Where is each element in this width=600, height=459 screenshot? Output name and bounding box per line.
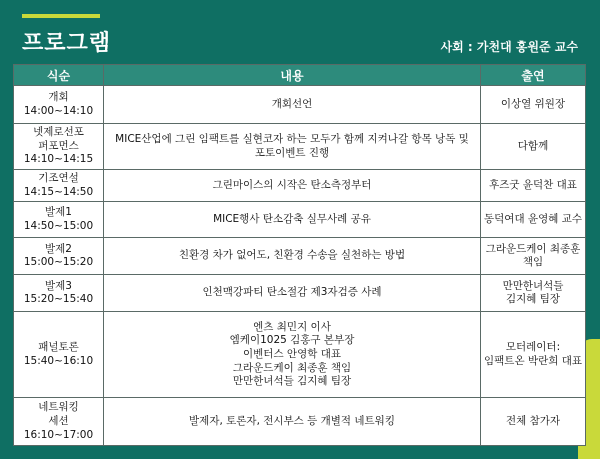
column-header-order: 식순 <box>14 65 104 86</box>
order-cell <box>14 124 104 170</box>
order-line: 발제1 <box>45 206 72 219</box>
order-line: 패널토론 <box>38 341 79 354</box>
order-cell <box>14 202 104 238</box>
content-line: 친환경 차가 없어도, 친환경 수송을 실천하는 방법 <box>178 249 406 262</box>
table-row <box>14 202 586 238</box>
cast-cell <box>481 238 586 275</box>
cast-line: 후즈굿 윤덕찬 대표 <box>489 178 577 191</box>
column-header-content: 내용 <box>104 65 481 86</box>
cast-line: 동덕여대 윤영혜 교수 <box>484 212 582 225</box>
content-cell <box>104 238 481 275</box>
content-cell <box>104 86 481 124</box>
order-line: 기조연설 <box>38 172 79 184</box>
content-line: 엠케이1025 김홍구 본부장 <box>229 334 355 347</box>
order-line: 15:40~16:10 <box>23 354 94 367</box>
content-line: 이벤터스 안영학 대표 <box>243 347 341 360</box>
content-cell <box>104 398 481 446</box>
table-header-row <box>14 65 586 86</box>
content-cell <box>104 275 481 312</box>
order-cell <box>14 398 104 446</box>
content-line: 엔츠 최민지 이사 <box>253 320 331 333</box>
content-line: 그라운드케이 최종훈 책임 <box>232 361 352 374</box>
order-line: 퍼포먼스 <box>38 139 79 152</box>
content-cell <box>104 170 481 202</box>
cast-line: 이상열 위원장 <box>500 97 566 110</box>
cast-cell <box>481 202 586 238</box>
content-line: MICE행사 탄소감축 실무사례 공유 <box>213 212 371 225</box>
order-line: 14:50~15:00 <box>23 219 94 232</box>
order-cell <box>14 312 104 398</box>
order-line: 14:10~14:15 <box>23 153 94 166</box>
cast-line: 모터레이터: <box>505 341 561 354</box>
content-line: 만만한녀석들 김지혜 팀장 <box>232 375 352 388</box>
order-line: 넷제로선포 <box>33 126 84 139</box>
page-title: 프로그램 <box>22 31 112 56</box>
accent-bar <box>22 14 100 18</box>
cast-line: 다함께 <box>517 139 549 152</box>
cast-cell <box>481 170 586 202</box>
cast-cell <box>481 275 586 312</box>
content-cell <box>104 124 481 170</box>
order-line: 14:15~14:50 <box>23 185 94 198</box>
content-line: 인천맥강파티 탄소절감 제3자검증 사례 <box>202 286 382 299</box>
table-row <box>14 398 586 446</box>
program-table-wrap <box>13 64 585 446</box>
order-line: 14:00~14:10 <box>23 104 94 117</box>
content-line: MICE산업에 그린 임팩트를 실현코자 하는 모두가 함께 지켜나갈 항목 낭독 및 <box>115 132 469 145</box>
host-info: 사회 : 가천대 홍원준 교수 <box>440 40 578 54</box>
content-line: 포토이벤트 진행 <box>254 146 330 159</box>
cast-line: 그라운드케이 최종훈 책임 <box>485 242 581 269</box>
order-line: 개회 <box>48 90 69 103</box>
cast-cell <box>481 86 586 124</box>
order-line: 16:10~17:00 <box>23 428 94 441</box>
cast-line: 김지혜 팀장 <box>505 293 561 306</box>
cast-cell <box>481 398 586 446</box>
cast-line: 전체 참가자 <box>505 414 561 427</box>
table-row <box>14 170 586 202</box>
content-line: 발제자, 토론자, 전시부스 등 개별적 네트워킹 <box>189 414 395 427</box>
content-line: 그린마이스의 시작은 탄소측정부터 <box>212 178 372 191</box>
cast-cell <box>481 312 586 398</box>
order-line: 15:00~15:20 <box>23 256 94 269</box>
order-cell <box>14 275 104 312</box>
cast-line: 만만한녀석들 <box>502 279 564 292</box>
content-line: 개회선언 <box>271 97 313 110</box>
order-cell <box>14 170 104 202</box>
content-cell <box>104 312 481 398</box>
content-cell <box>104 202 481 238</box>
column-header-cast: 출연 <box>481 65 586 86</box>
order-line: 발제2 <box>45 242 72 255</box>
order-cell <box>14 238 104 275</box>
table-row <box>14 238 586 275</box>
cast-line: 임팩트온 박란희 대표 <box>484 354 582 367</box>
order-line: 15:20~15:40 <box>23 293 94 306</box>
table-row <box>14 312 586 398</box>
order-line: 세션 <box>48 414 69 427</box>
order-line: 네트워킹 <box>38 401 79 414</box>
cast-cell <box>481 124 586 170</box>
order-cell <box>14 86 104 124</box>
order-line: 발제3 <box>45 279 72 292</box>
program-table <box>13 64 586 446</box>
table-row <box>14 86 586 124</box>
table-row <box>14 124 586 170</box>
table-row <box>14 275 586 312</box>
